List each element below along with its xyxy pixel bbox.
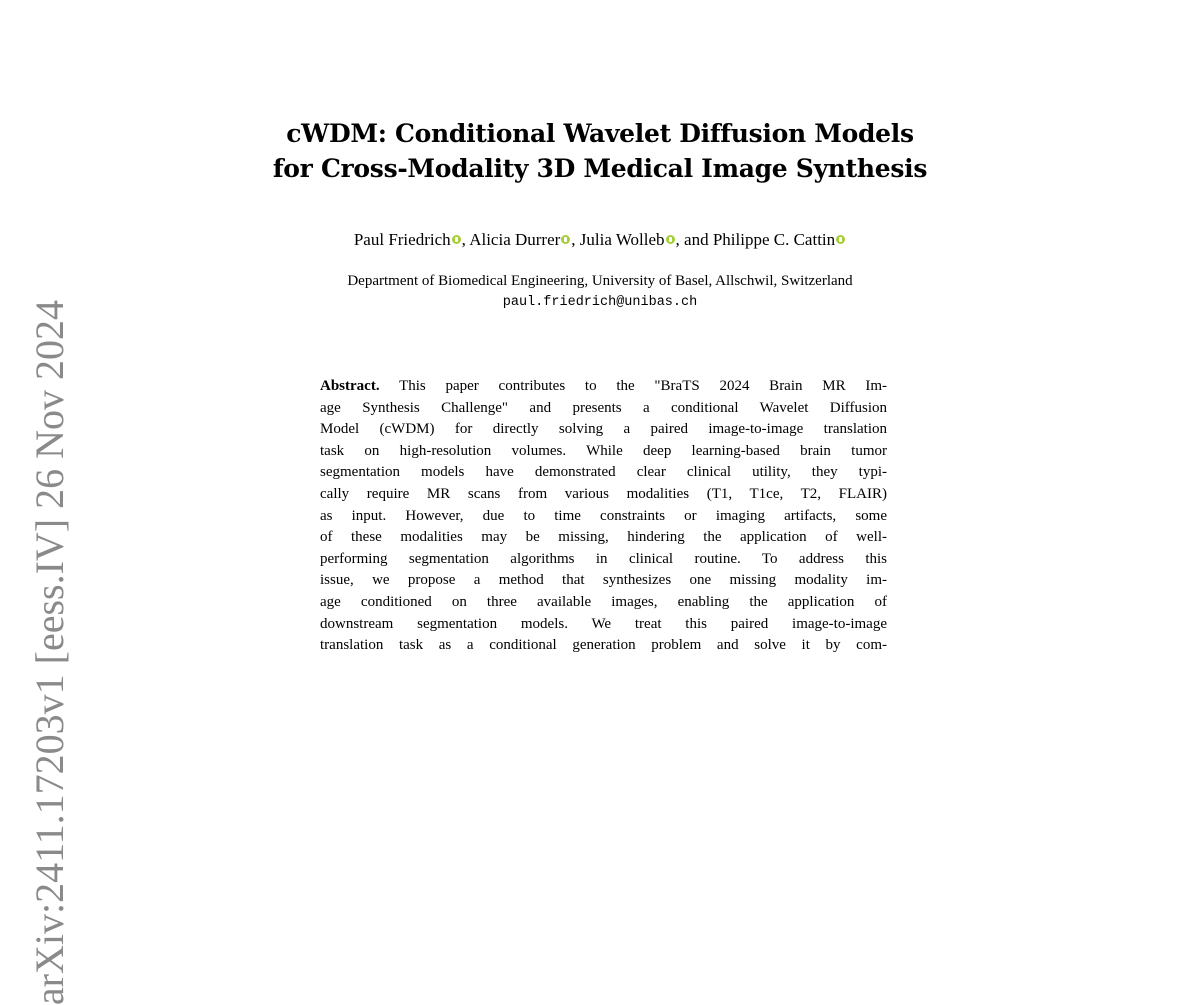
abstract-line: Model (cWDM) for directly solving a paired image-to-image translation	[320, 421, 887, 438]
arxiv-stamp	[26, 0, 74, 1005]
abstract-line: segmentation models have demonstrated clear clinical utility, they typi-	[320, 464, 887, 481]
author-name: Julia Wolleb	[579, 230, 665, 249]
affiliation-block	[0, 271, 1200, 313]
abstract-line: downstream segmentation models. We treat this paired image-to-image	[320, 615, 887, 632]
abstract-line: of these modalities may be missing, hindering the application of well-	[320, 529, 887, 546]
author-list	[0, 229, 1200, 251]
abstract-line: issue, we propose a method that synthesizes one missing modality im-	[320, 572, 887, 589]
abstract	[320, 376, 887, 657]
abstract-line: as input. However, due to time constraints or imaging artifacts, some	[320, 507, 887, 524]
orcid-icon[interactable]	[666, 235, 675, 244]
author-separator: ,	[461, 230, 470, 249]
orcid-icon[interactable]	[836, 235, 845, 244]
abstract-line: age Synthesis Challenge" and presents a conditional Wavelet Diffusion	[320, 399, 887, 416]
abstract-line: performing segmentation algorithms in clinical routine. To address this	[320, 550, 887, 567]
author-name: Paul Friedrich	[353, 230, 451, 249]
author-name: Philippe C. Cattin	[712, 230, 836, 249]
title-line-2: for Cross-Modality 3D Medical Image Synthesis	[272, 154, 928, 183]
abstract-line: task on high-resolution volumes. While deep learning-based brain tumor	[320, 442, 887, 459]
orcid-icon[interactable]	[452, 235, 461, 244]
orcid-icon[interactable]	[561, 235, 570, 244]
paper-title	[0, 116, 1200, 186]
author-name: Alicia Durrer	[469, 230, 561, 249]
abstract-line	[320, 376, 887, 398]
abstract-line: translation task as a conditional generation problem and solve it by com-	[320, 637, 887, 654]
title-line-1: cWDM: Conditional Wavelet Diffusion Models	[286, 119, 914, 148]
abstract-line-text: This paper contributes to the "BraTS 2024 Brain MR Im-	[399, 378, 888, 394]
author-email[interactable]: paul.friedrich@unibas.ch	[502, 295, 698, 310]
author-separator: ,	[571, 230, 580, 249]
abstract-line: cally require MR scans from various modalities (T1, T1ce, T2, FLAIR)	[320, 485, 887, 502]
affiliation: Department of Biomedical Engineering, University of Basel, Allschwil, Switzerland	[347, 273, 853, 289]
abstract-heading: Abstract.	[320, 378, 380, 394]
abstract-line: age conditioned on three available images, enabling the application of	[320, 593, 887, 610]
arxiv-stamp-text: arXiv:2411.17203v1 [eess.IV] 26 Nov 2024	[27, 300, 72, 1005]
author-separator: , and	[675, 230, 713, 249]
